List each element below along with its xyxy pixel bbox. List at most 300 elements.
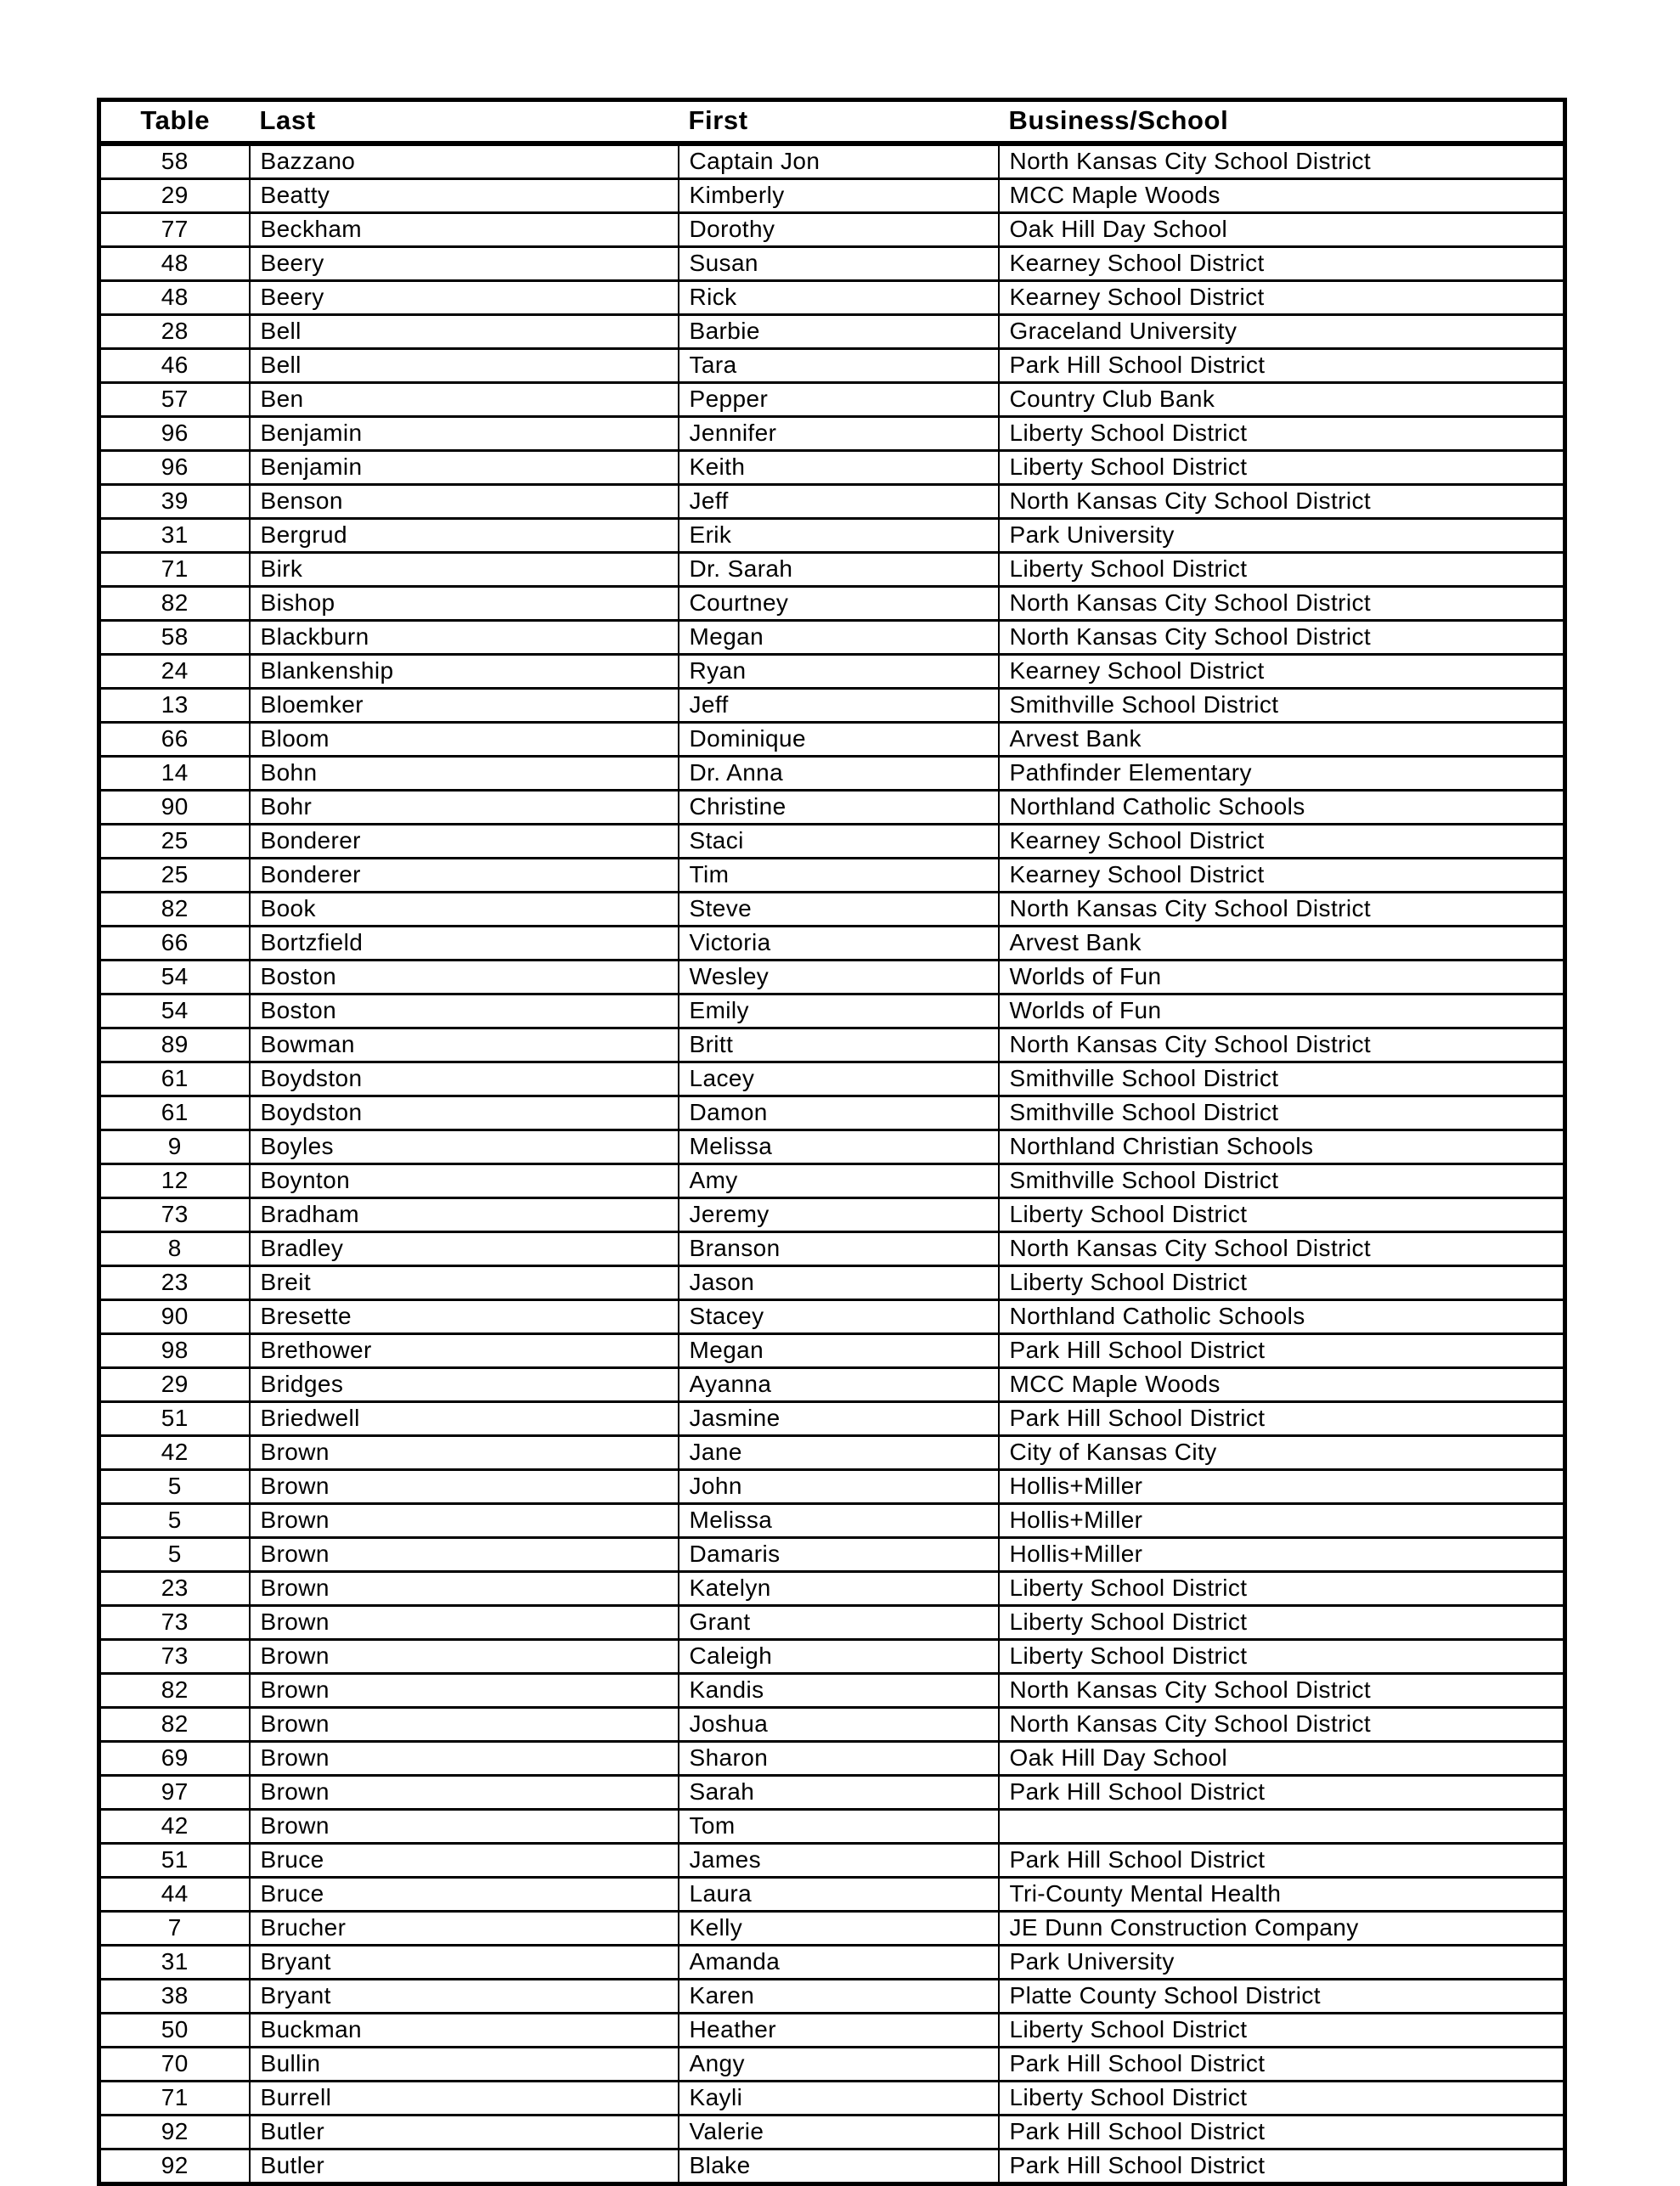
- table-cell-first-name: Kelly: [679, 1912, 999, 1946]
- table-cell-business-school: North Kansas City School District: [999, 485, 1565, 519]
- table-row: [99, 213, 1565, 247]
- table-row: [99, 1844, 1565, 1878]
- table-cell-table-number: 42: [99, 1810, 250, 1844]
- table-cell-first-name: Kayli: [679, 2082, 999, 2116]
- table-cell-business-school: Hollis+Miller: [999, 1504, 1565, 1538]
- table-cell-business-school: Park Hill School District: [999, 1334, 1565, 1368]
- table-cell-business-school: Hollis+Miller: [999, 1538, 1565, 1572]
- table-row: [99, 791, 1565, 825]
- table-cell-last-name: Bergrud: [250, 519, 679, 553]
- table-cell-first-name: John: [679, 1470, 999, 1504]
- table-cell-table-number: 66: [99, 723, 250, 757]
- table-cell-first-name: Branson: [679, 1232, 999, 1266]
- table-row: [99, 1334, 1565, 1368]
- table-cell-business-school: Liberty School District: [999, 2014, 1565, 2048]
- table-cell-first-name: Tim: [679, 859, 999, 893]
- table-cell-table-number: 73: [99, 1606, 250, 1640]
- table-cell-table-number: 31: [99, 519, 250, 553]
- table-cell-table-number: 54: [99, 961, 250, 994]
- table-cell-last-name: Brown: [250, 1504, 679, 1538]
- table-cell-last-name: Brown: [250, 1470, 679, 1504]
- table-row: [99, 179, 1565, 213]
- table-row: [99, 1368, 1565, 1402]
- table-row: [99, 859, 1565, 893]
- table-cell-business-school: JE Dunn Construction Company: [999, 1912, 1565, 1946]
- table-cell-last-name: Ben: [250, 383, 679, 417]
- table-cell-business-school: Pathfinder Elementary: [999, 757, 1565, 791]
- table-cell-last-name: Bloemker: [250, 689, 679, 723]
- table-cell-last-name: Bruce: [250, 1844, 679, 1878]
- table-cell-first-name: Laura: [679, 1878, 999, 1912]
- table-row: [99, 1028, 1565, 1062]
- table-cell-table-number: 71: [99, 553, 250, 587]
- table-cell-first-name: Sharon: [679, 1742, 999, 1776]
- table-cell-first-name: Amy: [679, 1164, 999, 1198]
- table-cell-table-number: 71: [99, 2082, 250, 2116]
- table-cell-first-name: Jane: [679, 1436, 999, 1470]
- table-cell-last-name: Beery: [250, 281, 679, 315]
- table-row: [99, 144, 1565, 179]
- table-cell-first-name: Jennifer: [679, 417, 999, 451]
- table-row: [99, 1062, 1565, 1096]
- table-cell-table-number: 39: [99, 485, 250, 519]
- table-row: [99, 1708, 1565, 1742]
- table-cell-last-name: Beckham: [250, 213, 679, 247]
- table-cell-table-number: 51: [99, 1844, 250, 1878]
- table-cell-table-number: 92: [99, 2149, 250, 2184]
- table-cell-table-number: 9: [99, 1130, 250, 1164]
- table-cell-first-name: James: [679, 1844, 999, 1878]
- table-row: [99, 281, 1565, 315]
- table-cell-last-name: Boston: [250, 994, 679, 1028]
- table-cell-table-number: 24: [99, 655, 250, 689]
- table-cell-first-name: Lacey: [679, 1062, 999, 1096]
- table-cell-first-name: Katelyn: [679, 1572, 999, 1606]
- table-cell-business-school: Worlds of Fun: [999, 994, 1565, 1028]
- table-row: [99, 1742, 1565, 1776]
- table-cell-first-name: Damon: [679, 1096, 999, 1130]
- table-cell-last-name: Bohr: [250, 791, 679, 825]
- table-cell-table-number: 48: [99, 281, 250, 315]
- table-cell-first-name: Melissa: [679, 1504, 999, 1538]
- table-cell-last-name: Buckman: [250, 2014, 679, 2048]
- table-cell-table-number: 77: [99, 213, 250, 247]
- table-cell-business-school: Park Hill School District: [999, 1776, 1565, 1810]
- table-cell-last-name: Brown: [250, 1538, 679, 1572]
- table-cell-last-name: Bridges: [250, 1368, 679, 1402]
- table-cell-business-school: Kearney School District: [999, 247, 1565, 281]
- table-cell-last-name: Burrell: [250, 2082, 679, 2116]
- table-cell-table-number: 5: [99, 1470, 250, 1504]
- table-row: [99, 1640, 1565, 1674]
- table-cell-business-school: North Kansas City School District: [999, 1232, 1565, 1266]
- table-cell-first-name: Kimberly: [679, 179, 999, 213]
- table-cell-first-name: Rick: [679, 281, 999, 315]
- table-cell-business-school: Kearney School District: [999, 655, 1565, 689]
- table-cell-table-number: 29: [99, 179, 250, 213]
- table-cell-first-name: Christine: [679, 791, 999, 825]
- table-cell-table-number: 58: [99, 621, 250, 655]
- table-cell-last-name: Beery: [250, 247, 679, 281]
- table-cell-first-name: Courtney: [679, 587, 999, 621]
- table-cell-first-name: Heather: [679, 2014, 999, 2048]
- table-cell-last-name: Bonderer: [250, 859, 679, 893]
- table-cell-first-name: Barbie: [679, 315, 999, 349]
- table-cell-business-school: Liberty School District: [999, 2082, 1565, 2116]
- table-cell-business-school: Smithville School District: [999, 1062, 1565, 1096]
- table-cell-business-school: Arvest Bank: [999, 927, 1565, 961]
- table-row: [99, 315, 1565, 349]
- table-cell-business-school: North Kansas City School District: [999, 621, 1565, 655]
- table-row: [99, 2116, 1565, 2149]
- table-row: [99, 621, 1565, 655]
- table-row: [99, 1606, 1565, 1640]
- table-cell-business-school: Liberty School District: [999, 1198, 1565, 1232]
- table-cell-first-name: Megan: [679, 621, 999, 655]
- table-row: [99, 1402, 1565, 1436]
- table-cell-business-school: Worlds of Fun: [999, 961, 1565, 994]
- table-cell-last-name: Bradham: [250, 1198, 679, 1232]
- table-cell-first-name: Jeff: [679, 689, 999, 723]
- table-cell-last-name: Bishop: [250, 587, 679, 621]
- table-cell-table-number: 51: [99, 1402, 250, 1436]
- table-cell-business-school: Park University: [999, 1946, 1565, 1980]
- table-cell-first-name: Jeff: [679, 485, 999, 519]
- table-cell-business-school: Kearney School District: [999, 825, 1565, 859]
- table-row: [99, 893, 1565, 927]
- table-cell-first-name: Susan: [679, 247, 999, 281]
- table-cell-business-school: MCC Maple Woods: [999, 179, 1565, 213]
- table-cell-table-number: 13: [99, 689, 250, 723]
- table-row: [99, 994, 1565, 1028]
- table-cell-table-number: 97: [99, 1776, 250, 1810]
- table-cell-first-name: Staci: [679, 825, 999, 859]
- table-cell-last-name: Breit: [250, 1266, 679, 1300]
- table-row: [99, 1776, 1565, 1810]
- table-row: [99, 1130, 1565, 1164]
- table-cell-table-number: 98: [99, 1334, 250, 1368]
- table-cell-table-number: 57: [99, 383, 250, 417]
- table-cell-table-number: 31: [99, 1946, 250, 1980]
- table-row: [99, 927, 1565, 961]
- table-cell-last-name: Bryant: [250, 1980, 679, 2014]
- table-row: [99, 1980, 1565, 2014]
- table-row: [99, 1674, 1565, 1708]
- table-cell-business-school: Oak Hill Day School: [999, 213, 1565, 247]
- table-cell-last-name: Birk: [250, 553, 679, 587]
- table-cell-business-school: Liberty School District: [999, 417, 1565, 451]
- column-header-first-name: First: [679, 100, 999, 144]
- column-header-business-school: Business/School: [999, 100, 1565, 144]
- table-cell-last-name: Bresette: [250, 1300, 679, 1334]
- table-row: [99, 1470, 1565, 1504]
- table-cell-business-school: Park Hill School District: [999, 2048, 1565, 2082]
- table-row: [99, 519, 1565, 553]
- table-cell-last-name: Bonderer: [250, 825, 679, 859]
- table-cell-first-name: Tom: [679, 1810, 999, 1844]
- table-header-row: [99, 100, 1565, 144]
- table-cell-first-name: Megan: [679, 1334, 999, 1368]
- table-cell-business-school: Northland Catholic Schools: [999, 1300, 1565, 1334]
- table-cell-last-name: Blankenship: [250, 655, 679, 689]
- table-cell-first-name: Steve: [679, 893, 999, 927]
- table-cell-first-name: Wesley: [679, 961, 999, 994]
- table-cell-last-name: Book: [250, 893, 679, 927]
- table-cell-last-name: Benjamin: [250, 417, 679, 451]
- table-cell-last-name: Bohn: [250, 757, 679, 791]
- table-cell-table-number: 69: [99, 1742, 250, 1776]
- table-row: [99, 723, 1565, 757]
- table-cell-table-number: 28: [99, 315, 250, 349]
- table-cell-table-number: 96: [99, 451, 250, 485]
- table-row: [99, 1572, 1565, 1606]
- table-cell-last-name: Brown: [250, 1742, 679, 1776]
- table-cell-business-school: Country Club Bank: [999, 383, 1565, 417]
- table-cell-table-number: 73: [99, 1198, 250, 1232]
- table-cell-last-name: Bell: [250, 349, 679, 383]
- table-cell-first-name: Damaris: [679, 1538, 999, 1572]
- table-row: [99, 825, 1565, 859]
- table-cell-business-school: Smithville School District: [999, 689, 1565, 723]
- table-cell-first-name: Grant: [679, 1606, 999, 1640]
- table-cell-last-name: Brown: [250, 1572, 679, 1606]
- table-row: [99, 417, 1565, 451]
- table-cell-business-school: Park Hill School District: [999, 349, 1565, 383]
- table-cell-table-number: 82: [99, 587, 250, 621]
- column-header-table-number: Table: [99, 100, 250, 144]
- table-row: [99, 1232, 1565, 1266]
- table-cell-table-number: 92: [99, 2116, 250, 2149]
- table-cell-table-number: 44: [99, 1878, 250, 1912]
- table-cell-table-number: 12: [99, 1164, 250, 1198]
- table-cell-last-name: Boynton: [250, 1164, 679, 1198]
- table-row: [99, 1436, 1565, 1470]
- table-cell-business-school: Northland Christian Schools: [999, 1130, 1565, 1164]
- table-row: [99, 1810, 1565, 1844]
- table-cell-business-school: Oak Hill Day School: [999, 1742, 1565, 1776]
- table-cell-table-number: 25: [99, 859, 250, 893]
- table-cell-business-school: Liberty School District: [999, 1640, 1565, 1674]
- table-row: [99, 2149, 1565, 2184]
- table-cell-table-number: 96: [99, 417, 250, 451]
- table-cell-last-name: Brown: [250, 1640, 679, 1674]
- table-cell-last-name: Brethower: [250, 1334, 679, 1368]
- table-cell-last-name: Brucher: [250, 1912, 679, 1946]
- table-cell-first-name: Keith: [679, 451, 999, 485]
- table-cell-business-school: Kearney School District: [999, 859, 1565, 893]
- table-cell-table-number: 38: [99, 1980, 250, 2014]
- table-row: [99, 1946, 1565, 1980]
- attendee-table: [97, 98, 1567, 2186]
- table-cell-business-school: Graceland University: [999, 315, 1565, 349]
- table-cell-first-name: Britt: [679, 1028, 999, 1062]
- table-cell-business-school: North Kansas City School District: [999, 1708, 1565, 1742]
- table-cell-business-school: Tri-County Mental Health: [999, 1878, 1565, 1912]
- table-row: [99, 2014, 1565, 2048]
- table-cell-last-name: Butler: [250, 2149, 679, 2184]
- table-cell-last-name: Brown: [250, 1606, 679, 1640]
- table-cell-business-school: Arvest Bank: [999, 723, 1565, 757]
- table-cell-table-number: 90: [99, 791, 250, 825]
- table-cell-table-number: 61: [99, 1062, 250, 1096]
- table-cell-table-number: 61: [99, 1096, 250, 1130]
- table-cell-business-school: Liberty School District: [999, 1606, 1565, 1640]
- table-cell-table-number: 23: [99, 1572, 250, 1606]
- table-cell-first-name: Blake: [679, 2149, 999, 2184]
- table-cell-first-name: Amanda: [679, 1946, 999, 1980]
- table-cell-last-name: Brown: [250, 1810, 679, 1844]
- table-cell-last-name: Bazzano: [250, 144, 679, 179]
- table-row: [99, 1198, 1565, 1232]
- table-row: [99, 485, 1565, 519]
- table-cell-last-name: Bullin: [250, 2048, 679, 2082]
- table-cell-table-number: 73: [99, 1640, 250, 1674]
- table-cell-first-name: Tara: [679, 349, 999, 383]
- table-row: [99, 961, 1565, 994]
- table-cell-business-school: Park Hill School District: [999, 2116, 1565, 2149]
- table-cell-first-name: Jasmine: [679, 1402, 999, 1436]
- table-row: [99, 587, 1565, 621]
- table-cell-first-name: Dominique: [679, 723, 999, 757]
- table-cell-last-name: Bruce: [250, 1878, 679, 1912]
- table-cell-last-name: Brown: [250, 1708, 679, 1742]
- table-cell-table-number: 8: [99, 1232, 250, 1266]
- table-cell-first-name: Dr. Sarah: [679, 553, 999, 587]
- table-cell-business-school: Kearney School District: [999, 281, 1565, 315]
- table-row: [99, 1164, 1565, 1198]
- table-cell-business-school: Smithville School District: [999, 1096, 1565, 1130]
- table-cell-table-number: 70: [99, 2048, 250, 2082]
- table-row: [99, 2082, 1565, 2116]
- table-cell-table-number: 46: [99, 349, 250, 383]
- table-row: [99, 349, 1565, 383]
- table-cell-last-name: Bowman: [250, 1028, 679, 1062]
- table-row: [99, 655, 1565, 689]
- table-row: [99, 247, 1565, 281]
- table-cell-table-number: 58: [99, 144, 250, 179]
- table-cell-table-number: 7: [99, 1912, 250, 1946]
- table-cell-last-name: Boydston: [250, 1062, 679, 1096]
- table-cell-last-name: Boydston: [250, 1096, 679, 1130]
- table-cell-first-name: Dr. Anna: [679, 757, 999, 791]
- table-cell-first-name: Dorothy: [679, 213, 999, 247]
- table-cell-last-name: Bortzfield: [250, 927, 679, 961]
- table-cell-business-school: MCC Maple Woods: [999, 1368, 1565, 1402]
- table-cell-first-name: Captain Jon: [679, 144, 999, 179]
- table-cell-last-name: Benjamin: [250, 451, 679, 485]
- table-cell-table-number: 5: [99, 1538, 250, 1572]
- table-cell-table-number: 54: [99, 994, 250, 1028]
- table-cell-last-name: Butler: [250, 2116, 679, 2149]
- table-cell-table-number: 5: [99, 1504, 250, 1538]
- table-row: [99, 2048, 1565, 2082]
- table-row: [99, 757, 1565, 791]
- table-cell-last-name: Brown: [250, 1436, 679, 1470]
- column-header-last-name: Last: [250, 100, 679, 144]
- table-cell-last-name: Brown: [250, 1776, 679, 1810]
- table-cell-business-school: Liberty School District: [999, 1572, 1565, 1606]
- table-cell-first-name: Emily: [679, 994, 999, 1028]
- table-cell-business-school: Northland Catholic Schools: [999, 791, 1565, 825]
- table-cell-last-name: Bradley: [250, 1232, 679, 1266]
- table-cell-business-school: Liberty School District: [999, 451, 1565, 485]
- table-row: [99, 1878, 1565, 1912]
- table-cell-business-school: North Kansas City School District: [999, 587, 1565, 621]
- table-cell-first-name: Ayanna: [679, 1368, 999, 1402]
- table-cell-last-name: Bryant: [250, 1946, 679, 1980]
- table-cell-first-name: Angy: [679, 2048, 999, 2082]
- table-cell-last-name: Blackburn: [250, 621, 679, 655]
- table-cell-first-name: Sarah: [679, 1776, 999, 1810]
- table-cell-table-number: 23: [99, 1266, 250, 1300]
- table-cell-business-school: North Kansas City School District: [999, 1674, 1565, 1708]
- table-cell-business-school: Park Hill School District: [999, 1844, 1565, 1878]
- table-cell-first-name: Pepper: [679, 383, 999, 417]
- table-cell-business-school: North Kansas City School District: [999, 893, 1565, 927]
- table-cell-business-school: Platte County School District: [999, 1980, 1565, 2014]
- table-cell-table-number: 90: [99, 1300, 250, 1334]
- table-cell-last-name: Briedwell: [250, 1402, 679, 1436]
- table-cell-first-name: Caleigh: [679, 1640, 999, 1674]
- table-cell-table-number: 25: [99, 825, 250, 859]
- table-cell-table-number: 50: [99, 2014, 250, 2048]
- table-cell-business-school: Liberty School District: [999, 553, 1565, 587]
- table-cell-last-name: Beatty: [250, 179, 679, 213]
- table-row: [99, 689, 1565, 723]
- table-cell-last-name: Bloom: [250, 723, 679, 757]
- table-body: [99, 144, 1565, 2184]
- table-row: [99, 1912, 1565, 1946]
- table-row: [99, 1096, 1565, 1130]
- table-cell-business-school: Liberty School District: [999, 1266, 1565, 1300]
- table-cell-table-number: 29: [99, 1368, 250, 1402]
- table-cell-first-name: Valerie: [679, 2116, 999, 2149]
- table-cell-first-name: Victoria: [679, 927, 999, 961]
- table-cell-business-school: North Kansas City School District: [999, 1028, 1565, 1062]
- table-cell-table-number: 48: [99, 247, 250, 281]
- table-cell-first-name: Stacey: [679, 1300, 999, 1334]
- table-cell-first-name: Erik: [679, 519, 999, 553]
- table-row: [99, 383, 1565, 417]
- table-cell-business-school: North Kansas City School District: [999, 144, 1565, 179]
- table-cell-last-name: Brown: [250, 1674, 679, 1708]
- table-cell-first-name: Joshua: [679, 1708, 999, 1742]
- table-cell-business-school: Park University: [999, 519, 1565, 553]
- table-cell-business-school: Hollis+Miller: [999, 1470, 1565, 1504]
- table-cell-business-school: Smithville School District: [999, 1164, 1565, 1198]
- table-cell-table-number: 82: [99, 1708, 250, 1742]
- table-cell-last-name: Boyles: [250, 1130, 679, 1164]
- table-cell-table-number: 66: [99, 927, 250, 961]
- table-cell-first-name: Jason: [679, 1266, 999, 1300]
- table-row: [99, 553, 1565, 587]
- table-cell-business-school: City of Kansas City: [999, 1436, 1565, 1470]
- table-cell-last-name: Benson: [250, 485, 679, 519]
- table-cell-first-name: Ryan: [679, 655, 999, 689]
- table-cell-business-school: [999, 1810, 1565, 1844]
- table-cell-table-number: 82: [99, 1674, 250, 1708]
- table-cell-first-name: Karen: [679, 1980, 999, 2014]
- table-cell-first-name: Jeremy: [679, 1198, 999, 1232]
- table-cell-business-school: Park Hill School District: [999, 2149, 1565, 2184]
- table-row: [99, 1538, 1565, 1572]
- table-cell-last-name: Bell: [250, 315, 679, 349]
- table-cell-last-name: Boston: [250, 961, 679, 994]
- table-cell-first-name: Kandis: [679, 1674, 999, 1708]
- table-cell-first-name: Melissa: [679, 1130, 999, 1164]
- table-cell-business-school: Park Hill School District: [999, 1402, 1565, 1436]
- table-cell-table-number: 42: [99, 1436, 250, 1470]
